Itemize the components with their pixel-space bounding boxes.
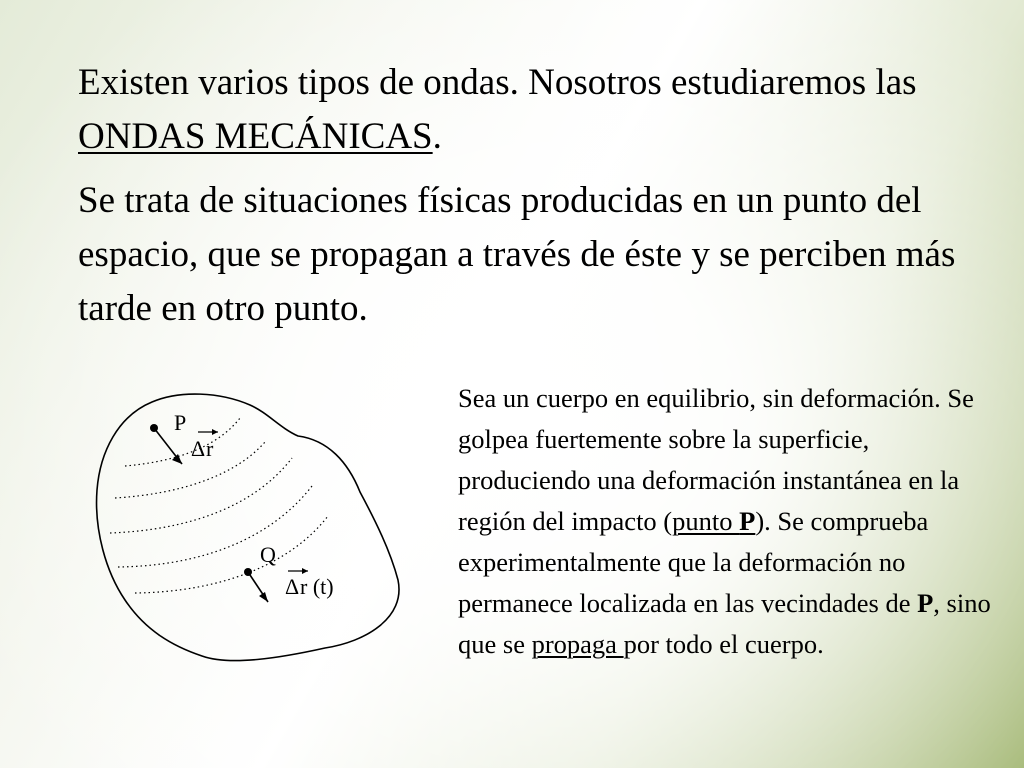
propaga-term: propaga [531,629,624,659]
side-text-1: Sea un cuerpo en equilibrio, sin deformación. Se golpea fuertemente sobre la superficie, produciendo una deformación instantánea en la región del impacto ( [458,383,974,536]
intro-text: Existen varios tipos de ondas. Nosotros estudiaremos las [78,62,917,103]
wavefront-2 [115,442,265,498]
body-outline [97,394,399,661]
label-q: Q [260,542,276,567]
intro-period: . [432,116,442,157]
point-p-bold: P [739,506,756,536]
description-paragraph: Se trata de situaciones físicas producidas en un punto del espacio, que se propagan a través de éste y se perciben más tarde en otro punto. [78,180,956,329]
intro-paragraph [78,56,978,164]
label-delta-r: r [206,436,214,461]
side-text-3: , sino que se [458,588,991,659]
label-p: P [174,410,187,435]
delta-symbol-q: Δ [285,574,300,599]
punto-p-term [672,506,755,536]
side-text-4: por todo el cuerpo. [623,629,824,659]
side-text-2: ). Se comprueba experimentalmente que la deformación no permanece localizada en las vecindades de [458,506,929,618]
point-p-bold-2: P [917,588,934,618]
mechanical-waves-term: ONDAS MECÁNICAS [78,116,433,157]
wavefront-lines [110,418,328,593]
side-explanation [458,378,998,665]
wavefront-4 [118,486,312,567]
delta-symbol-p: Δ [191,436,206,461]
punto-word: punto [672,506,740,536]
vector-bar-p-head [212,429,218,435]
deformable-body-diagram [90,380,430,670]
delta-r-arrow-p-head [172,454,182,464]
delta-r-arrow-q-head [259,592,268,602]
label-delta-r-t: r (t) [300,574,334,599]
wavefront-3 [110,458,292,533]
